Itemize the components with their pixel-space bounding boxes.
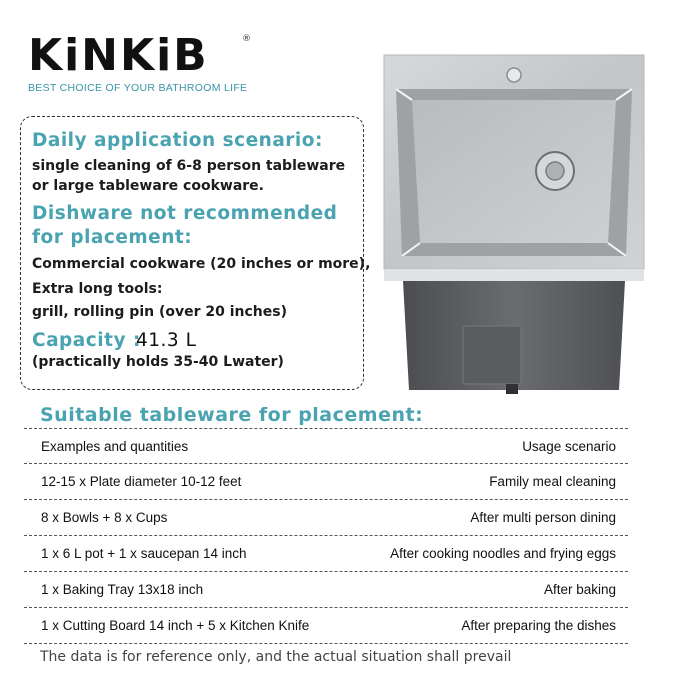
row-example: 1 x 6 L pot + 1 x saucepan 14 inch (41, 546, 247, 561)
row-example: 1 x Cutting Board 14 inch + 5 x Kitchen Knife (41, 618, 310, 633)
brand-tagline: BEST CHOICE OF YOUR BATHROOM LIFE (28, 82, 248, 94)
footnote: The data is for reference only, and the actual situation shall prevail (40, 649, 512, 665)
row-scenario: After multi person dining (470, 510, 616, 525)
table-header-row (24, 428, 628, 464)
registered-mark: ® (242, 34, 251, 44)
header-right: Usage scenario (522, 439, 616, 454)
capacity-note: (practically holds 35-40 Lwater) (32, 354, 284, 370)
table-row (24, 464, 628, 500)
not-recommended-title-1: Dishware not recommended (32, 203, 338, 224)
scenario-title: Daily application scenario: (32, 130, 323, 151)
capacity-value: 41.3 L (136, 330, 197, 351)
not-recommended-item-1: Commercial cookware (20 inches or more), (32, 256, 371, 272)
faucet-hole (507, 68, 521, 82)
row-example: 12-15 x Plate diameter 10-12 feet (41, 474, 242, 489)
scenario-line-2: or large tableware cookware. (32, 178, 264, 194)
table-row (24, 536, 628, 572)
not-recommended-title-2: for placement: (32, 227, 193, 248)
capacity-label: Capacity : (32, 330, 141, 351)
brand-name: KiNKiB (28, 30, 209, 81)
table-title: Suitable tableware for placement: (40, 404, 424, 426)
sink-illustration (383, 54, 645, 397)
scenario-line-1: single cleaning of 6-8 person tableware (32, 158, 346, 174)
table-row (24, 500, 628, 536)
not-recommended-item-2: Extra long tools: (32, 281, 163, 297)
row-scenario: After cooking noodles and frying eggs (390, 546, 616, 561)
header-left: Examples and quantities (41, 439, 189, 454)
brand-logo (28, 30, 251, 94)
row-example: 1 x Baking Tray 13x18 inch (41, 582, 204, 597)
table-row (24, 572, 628, 608)
row-example: 8 x Bowls + 8 x Cups (41, 510, 168, 525)
not-recommended-item-3: grill, rolling pin (over 20 inches) (32, 304, 287, 320)
row-scenario: After preparing the dishes (461, 618, 616, 633)
row-scenario: Family meal cleaning (489, 474, 616, 489)
table-row (24, 608, 628, 644)
row-scenario: After baking (543, 582, 616, 597)
